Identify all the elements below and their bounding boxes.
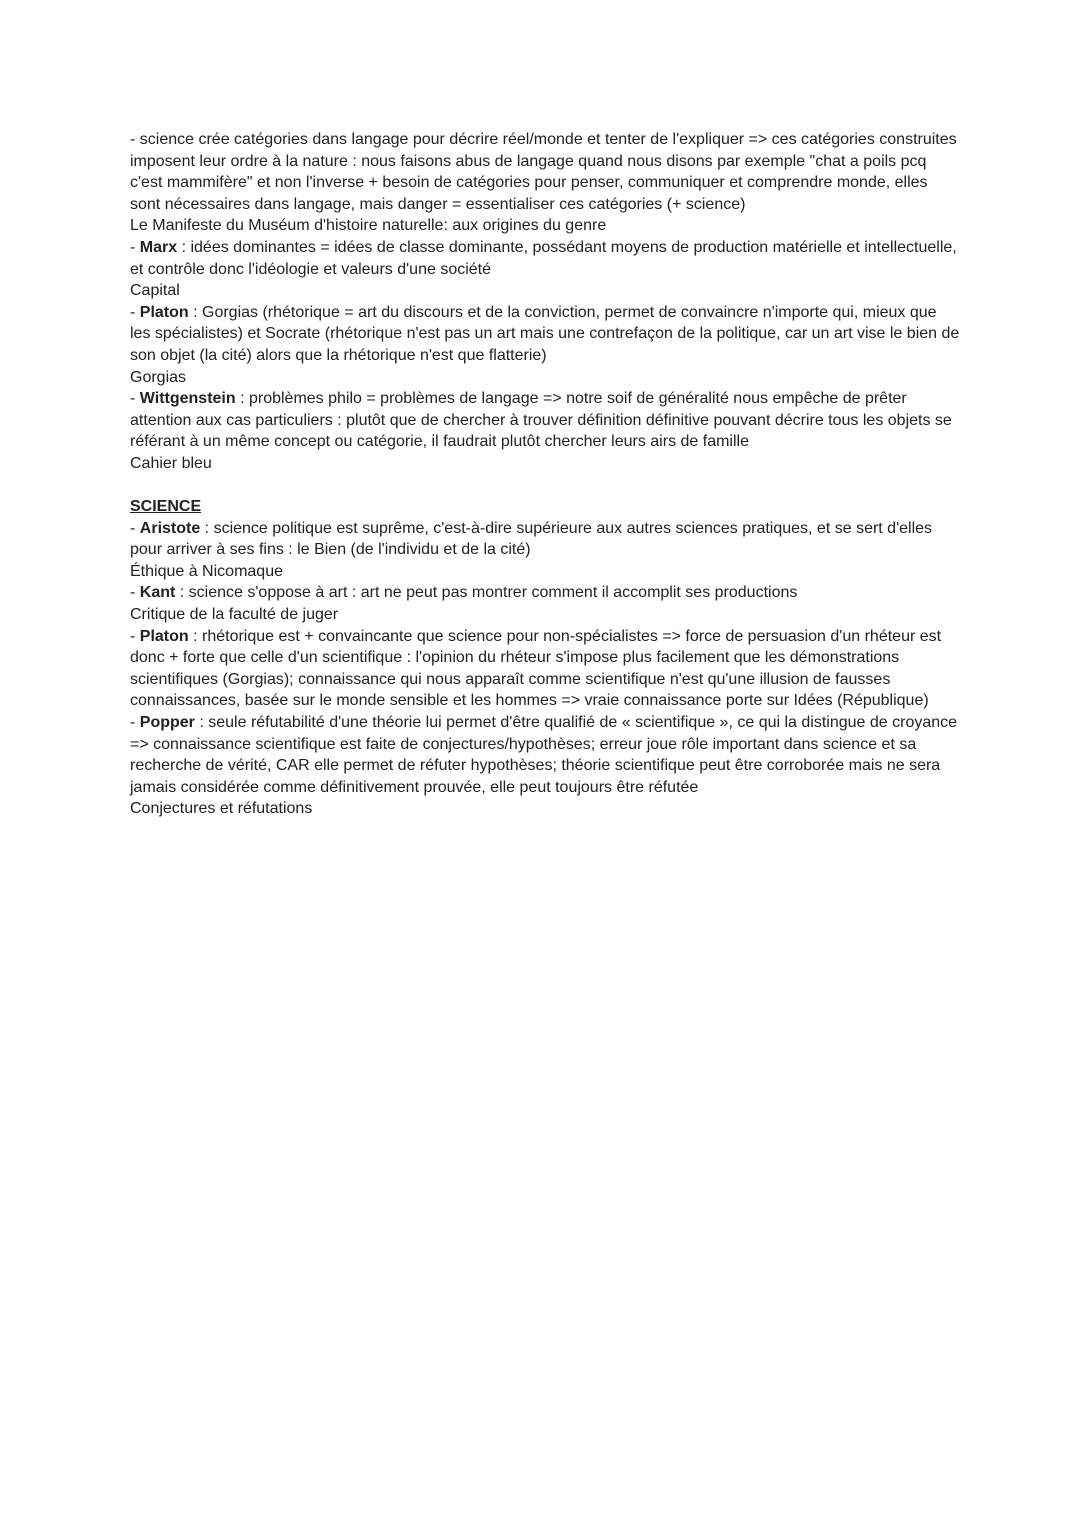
author-name: Platon — [139, 627, 189, 645]
entry-paragraph — [130, 237, 960, 280]
entry-dash: - — [130, 390, 140, 408]
entry-paragraph — [130, 129, 960, 215]
author-name: Marx — [139, 238, 178, 256]
entry-dash: - — [130, 627, 140, 645]
entry-dash: - — [130, 584, 140, 602]
section-heading: SCIENCE — [130, 498, 202, 516]
entry-text: : Gorgias (rhétorique = art du discours et de la conviction, permet de convaincre n'importe qui, mieux que les spécialistes) et Socrate (rhétorique n'est pas un art mais une contrefaçon de la politique, car un art vise le bien de son objet (la cité) alors que la rhétorique n'est que flatterie) — [130, 303, 960, 364]
author-name: Platon — [139, 303, 189, 321]
entry-paragraph — [130, 302, 960, 367]
entry-dash: - — [130, 519, 140, 537]
entry-text: : problèmes philo = problèmes de langage => notre soif de généralité nous empêche de prêter attention aux cas particuliers : plutôt que de chercher à trouver définition définitive pouvant décrire tous les objets se référant à un même concept ou catégorie, il faudrait plutôt chercher leurs airs de famille — [130, 390, 952, 451]
entry-reference: Capital — [130, 282, 180, 300]
author-name: Kant — [139, 584, 176, 602]
author-name: Popper — [139, 714, 195, 732]
entry-paragraph — [130, 388, 960, 453]
entry-text: : rhétorique est + convaincante que science pour non-spécialistes => force de persuasion d'un rhéteur est donc + forte que celle d'un scientifique : l'opinion du rhéteur s'impose plus facilement que les démonstrations scientifiques (Gorgias); connaissance qui nous apparaît comme scientifique n'est qu'une illusion de fausses connaissances, basée sur le monde sensible et les hommes => vraie connaissance porte sur Idées (République) — [130, 627, 942, 710]
entry-text: : idées dominantes = idées de classe dominante, possédant moyens de production matérielle et intellectuelle, et contrôle donc l'idéologie et valeurs d'une société — [130, 238, 957, 278]
entry-reference: Éthique à Nicomaque — [130, 562, 283, 580]
entry-paragraph — [130, 712, 960, 798]
entry-text: : science s'oppose à art : art ne peut pas montrer comment il accomplit ses productions — [175, 584, 798, 602]
entry-reference: Critique de la faculté de juger — [130, 606, 339, 624]
entry-paragraph — [130, 582, 960, 604]
document-page — [130, 129, 960, 820]
entry-text: science crée catégories dans langage pour décrire réel/monde et tenter de l'expliquer => ces catégories construites imposent leur ordre à la nature : nous faisons abus de langage quand nous disons par exemple "chat a poils pcq c'est mammifère" et non l'inverse + besoin de catégories pour penser, communiquer et comprendre monde, elles sont nécessaires dans langage, mais danger = essentialiser ces catégories (+ science) — [130, 131, 957, 213]
entry-dash: - — [130, 303, 140, 321]
author-name: Aristote — [139, 519, 201, 537]
entry-reference: Conjectures et réfutations — [130, 800, 313, 818]
entry-dash: - — [130, 131, 140, 148]
entry-text: : science politique est suprême, c'est-à-dire supérieure aux autres sciences pratiques, et se sert d'elles pour arriver à ses fins : le Bien (de l'individu et de la cité) — [130, 519, 933, 559]
entry-text: : seule réfutabilité d'une théorie lui permet d'être qualifié de « scientifique », ce qui la distingue de croyance => connaissance scientifique est faite de conjectures/hypothèses; erreur joue rôle important dans science et sa recherche de vérité, CAR elle permet de réfuter hypothèses; théorie scientifique peut être corroborée mais ne sera jamais considérée comme définitivement prouvée, elle peut toujours être réfutée — [130, 714, 958, 796]
section-spacer — [130, 475, 960, 497]
entry-paragraph — [130, 626, 960, 712]
entry-reference: Le Manifeste du Muséum d'histoire naturelle: aux origines du genre — [130, 217, 607, 235]
entry-dash: - — [130, 238, 140, 256]
entry-reference: Cahier bleu — [130, 454, 212, 472]
entry-reference: Gorgias — [130, 368, 187, 386]
entry-paragraph — [130, 518, 960, 561]
author-name: Wittgenstein — [139, 390, 236, 408]
entry-dash: - — [130, 714, 140, 732]
